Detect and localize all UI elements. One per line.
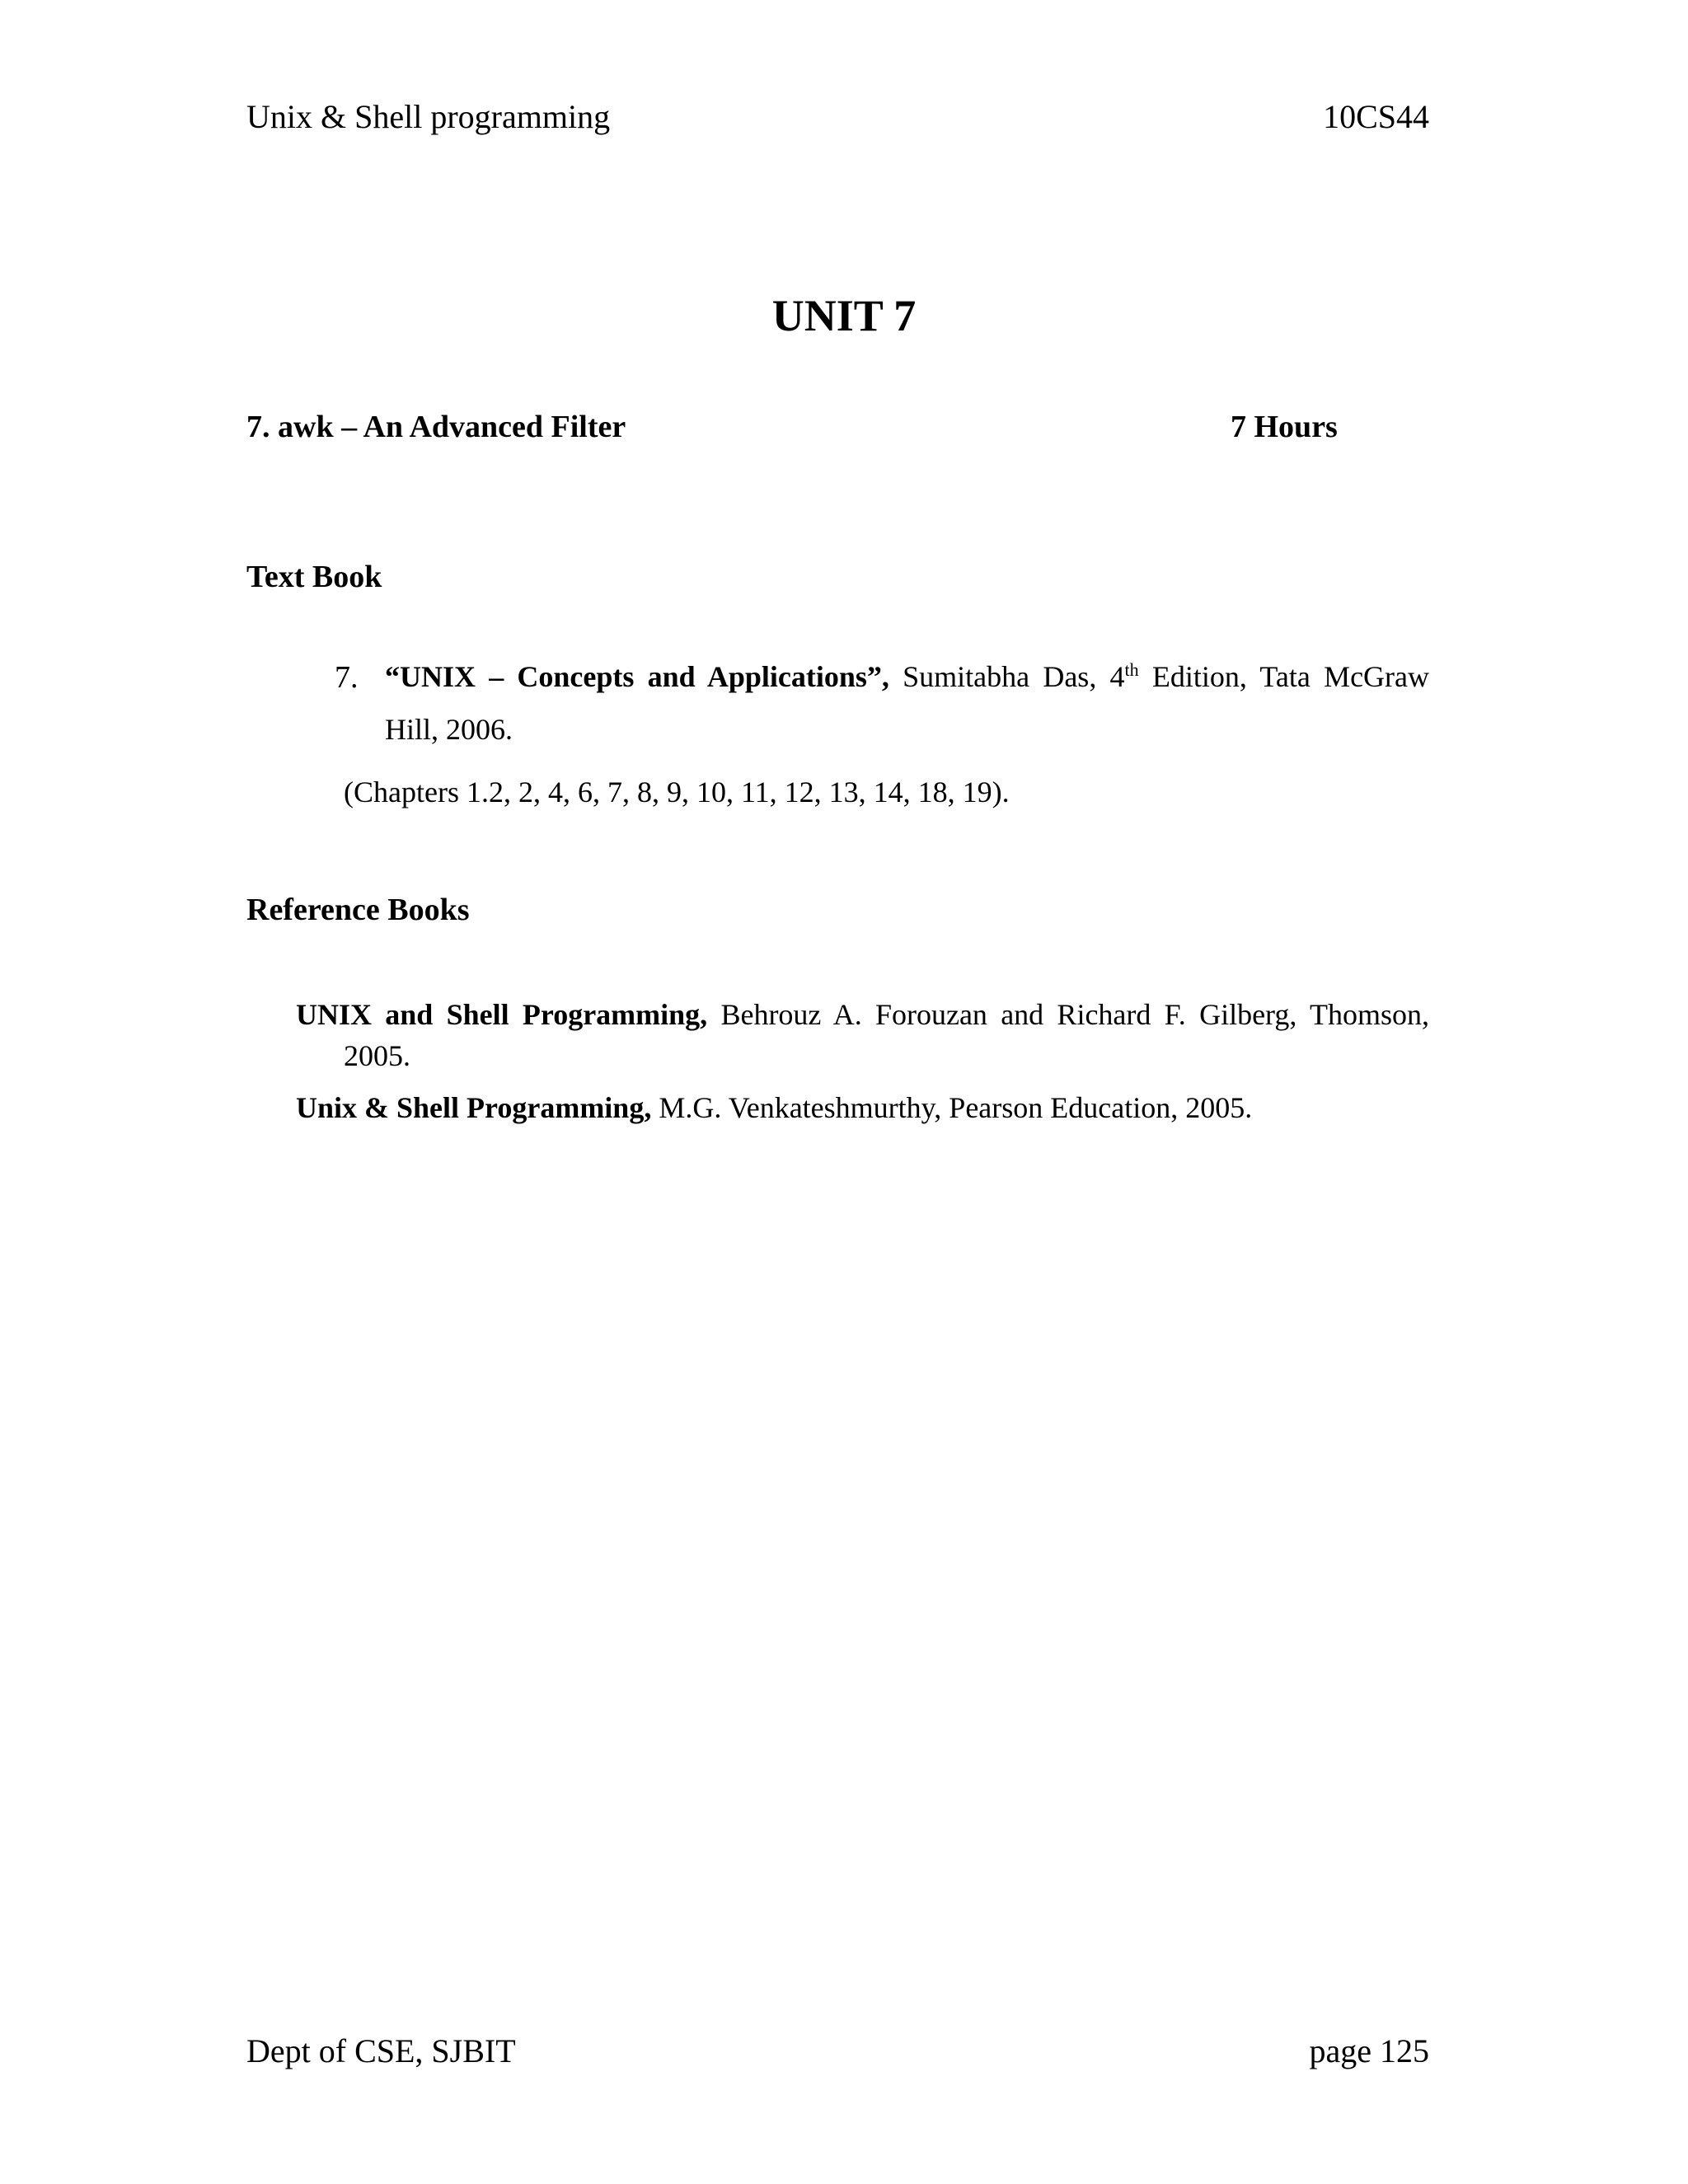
header-course-title: Unix & Shell programming bbox=[246, 98, 611, 135]
text-book-entry-continuation: Hill, 2006. bbox=[385, 713, 513, 746]
header-course-code: 10CS44 bbox=[1323, 98, 1429, 135]
text-book-publisher: Edition, Tata McGraw bbox=[1151, 660, 1430, 693]
text-book-entry bbox=[385, 659, 1429, 694]
text-book-heading: Text Book bbox=[246, 560, 382, 594]
text-book-chapters: (Chapters 1.2, 2, 4, 6, 7, 8, 9, 10, 11, 12, 13, 14, 18, 19). bbox=[344, 776, 1010, 808]
footer-page-number: page 125 bbox=[1309, 2032, 1429, 2069]
reference-book-title: Unix & Shell Programming, bbox=[296, 1091, 652, 1124]
reference-book-entry bbox=[296, 1090, 1252, 1125]
reference-book-details: M.G. Venkateshmurthy, Pearson Education, 2005. bbox=[659, 1091, 1253, 1124]
text-book-title: “UNIX – Concepts and Applications”, bbox=[385, 660, 889, 693]
reference-book-details: Behrouz A. Forouzan and Richard F. Gilberg, Thomson, bbox=[720, 998, 1430, 1031]
footer-department: Dept of CSE, SJBIT bbox=[246, 2032, 516, 2069]
text-book-author-edition: Sumitabha Das, 4 bbox=[903, 660, 1125, 693]
reference-book-entry-continuation: 2005. bbox=[344, 1039, 410, 1072]
edition-superscript: th bbox=[1124, 659, 1139, 680]
topic-title: 7. awk – An Advanced Filter bbox=[246, 410, 626, 444]
unit-title: UNIT 7 bbox=[771, 291, 917, 340]
reference-book-title: UNIX and Shell Programming, bbox=[296, 998, 708, 1031]
reference-book-entry bbox=[296, 997, 1429, 1032]
text-book-item-number: 7. bbox=[335, 660, 359, 695]
reference-books-heading: Reference Books bbox=[246, 893, 470, 927]
topic-hours: 7 Hours bbox=[1231, 410, 1338, 444]
